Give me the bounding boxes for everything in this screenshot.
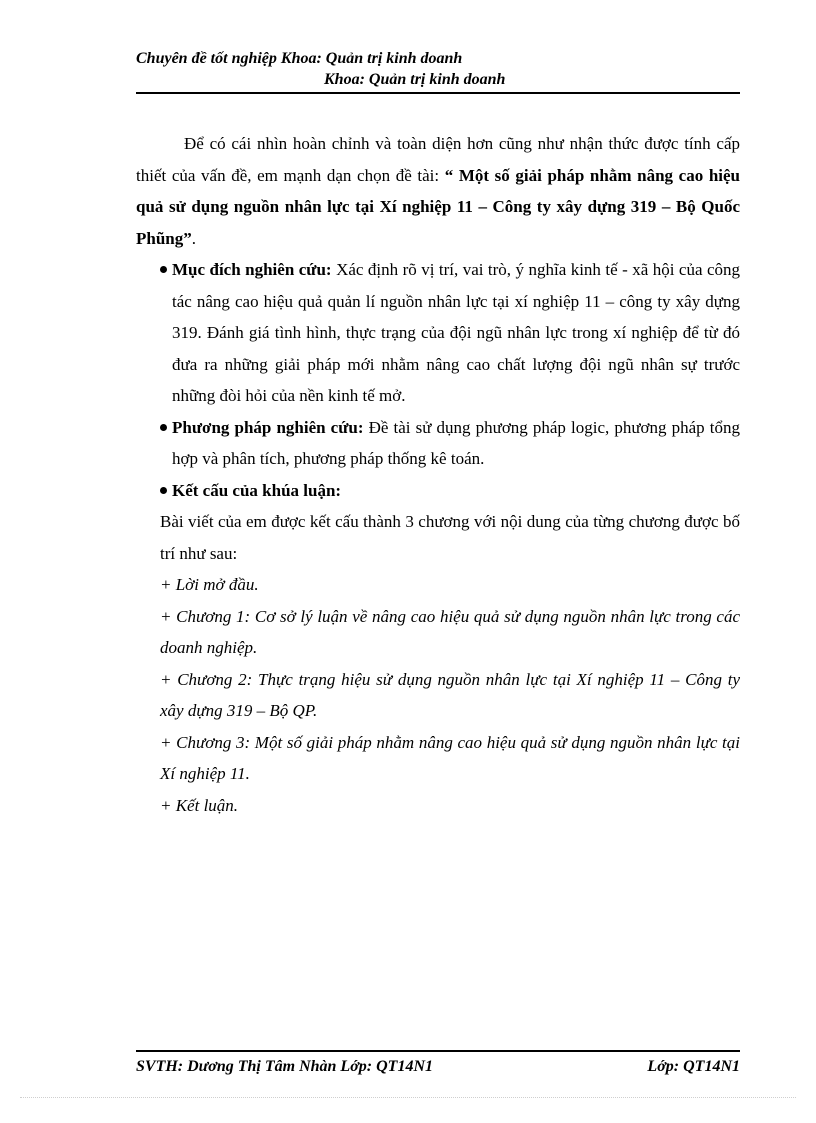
bullet-icon	[160, 487, 167, 494]
bullet-label: Phương pháp nghiên cứu:	[172, 417, 364, 437]
bullet-item-structure	[136, 475, 740, 507]
bullet-icon	[160, 424, 167, 431]
structure-intro: Bài viết của em được kết cấu thành 3 chương với nội dung của từng chương được bố trí như sau:	[160, 512, 740, 563]
page-header	[136, 48, 740, 90]
bullet-text: Đề tài sử dụng phương pháp logic, phương pháp tổng hợp và phân tích, phương pháp thống kê toán.	[172, 417, 740, 468]
chapter-item: + Kết luận.	[160, 795, 239, 815]
footer-rule	[136, 1050, 740, 1052]
page-footer	[136, 1056, 740, 1078]
header-rule	[136, 92, 740, 94]
footer-student: SVTH: Dương Thị Tâm Nhàn Lớp: QT14N1	[136, 1058, 433, 1075]
chapter-item: + Chương 2: Thực trạng hiệu sử dụng nguồn nhân lực tại Xí nghiệp 11 – Công ty xây dựng 319 – Bộ QP.	[160, 669, 740, 720]
bullet-icon	[160, 266, 167, 273]
bullet-label: Kết cấu của khúa luận:	[172, 480, 342, 500]
chapter-item: + Chương 1: Cơ sở lý luận về nâng cao hiệu quả sử dụng nguồn nhân lực trong các doanh nghiệp.	[160, 606, 740, 657]
bullet-label: Mục đích nghiên cứu:	[172, 260, 332, 279]
thesis-title: “ Một số giải pháp nhằm nâng cao hiệu quả sử dụng nguồn nhân lực tại Xí nghiệp 11 – Công ty xây dựng 319 – Bộ Quốc Phũng”	[136, 165, 740, 248]
intro-paragraph	[136, 128, 740, 254]
intro-end: .	[191, 228, 196, 248]
bullet-item-method	[136, 412, 740, 475]
bullet-list	[136, 254, 740, 506]
page-body	[136, 128, 740, 821]
intro-text: Để có cái nhìn hoàn chỉnh và toàn diện hơn cũng như nhận thức được tính cấp thiết của vấn đề, em mạnh dạn chọn đề tài:	[136, 134, 740, 185]
footer-class: Lớp: QT14N1	[647, 1058, 740, 1075]
bullet-item-purpose	[136, 254, 740, 412]
header-line-2: Khoa: Quản trị kinh doanh	[324, 71, 506, 88]
chapter-item: + Chương 3: Một số giải pháp nhằm nâng cao hiệu quả sử dụng nguồn nhân lực tại Xí nghiệp 11.	[160, 732, 740, 783]
page-edge-divider	[20, 1097, 796, 1098]
header-line-1: Chuyên đề tốt nghiệp Khoa: Quản trị kinh doanh	[136, 50, 463, 67]
bullet-text: Xác định rõ vị trí, vai trò, ý nghĩa kinh tế - xã hội của công tác nâng cao hiệu quả quản lí nguồn nhân lực tại xí nghiệp 11 – công ty xây dựng 319. Đánh giá tình hình, thực trạng của đội ngũ nhân lực trong xí nghiệp để từ đó đưa ra những giải pháp mới nhằm nâng cao chất lượng đội ngũ nhân sự trước những đòi hỏi của nền kinh tế mở.	[172, 260, 741, 405]
chapter-item: + Lời mở đầu.	[160, 575, 259, 594]
